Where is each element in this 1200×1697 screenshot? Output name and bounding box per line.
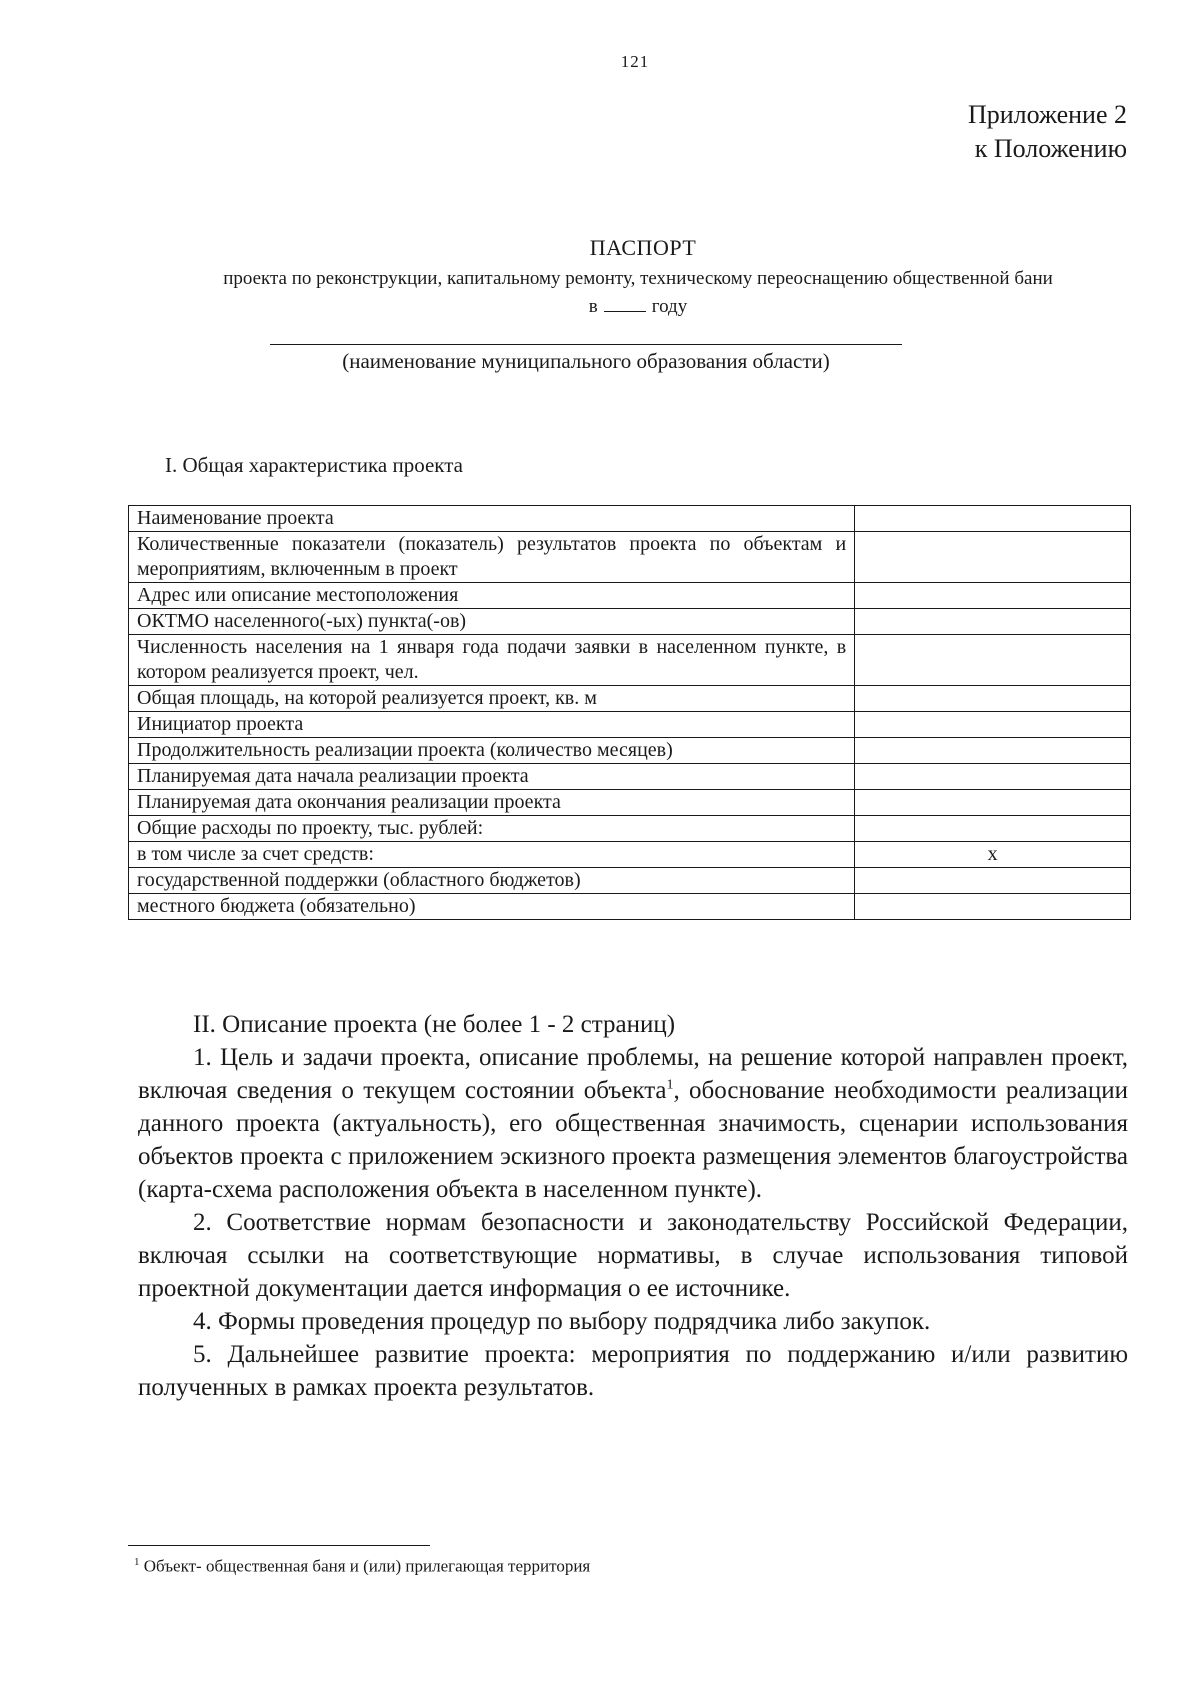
year-line-row — [130, 293, 1146, 321]
subtitle-text: проекта по реконструкции, капитальному ремонту, техническому переоснащению общественной бани — [223, 268, 1053, 289]
row-label: Численность населения на 1 января года подачи заявки в населенном пункте, в котором реализуется проект, чел. — [129, 635, 855, 686]
section-1-heading: I. Общая характеристика проекта — [165, 453, 463, 477]
document-title: ПАСПОРТ — [589, 235, 697, 260]
appendix-line-2: к Положению — [974, 134, 1127, 163]
table-row — [129, 816, 1131, 842]
row-label: Наименование проекта — [129, 506, 855, 532]
section-2-item-2: 2. Соответствие нормам безопасности и законодательству Российской Федерации, включая ссылки на соответствующие нормативы, в случае использования типовой проектной документации дается информация о ее источнике. — [138, 1209, 1128, 1302]
table-row — [129, 842, 1131, 868]
municipality-caption: (наименование муниципального образования области) — [342, 349, 830, 373]
row-label: Количественные показатели (показатель) результатов проекта по объектам и мероприятиям, включенным в проект — [129, 532, 855, 583]
row-value — [855, 686, 1131, 712]
table-row — [129, 712, 1131, 738]
row-value — [855, 532, 1131, 583]
row-label: Адрес или описание местоположения — [129, 583, 855, 609]
section-2 — [138, 1008, 1128, 1404]
row-label: в том числе за счет средств: — [129, 842, 855, 868]
row-label: государственной поддержки (областного бюджетов) — [129, 868, 855, 894]
year-suffix: году — [651, 296, 688, 317]
table-row — [129, 583, 1131, 609]
row-value — [855, 894, 1131, 920]
year-prefix: в — [588, 296, 598, 317]
row-value — [855, 635, 1131, 686]
row-value — [855, 868, 1131, 894]
row-value — [855, 609, 1131, 635]
appendix-line-1: Приложение 2 — [967, 100, 1127, 129]
row-label: Общие расходы по проекту, тыс. рублей: — [129, 816, 855, 842]
row-value — [855, 764, 1131, 790]
table-row — [129, 764, 1131, 790]
row-label: ОКТМО населенного(-ых) пункта(-ов) — [129, 609, 855, 635]
footnote — [134, 1556, 590, 1577]
row-label: Инициатор проекта — [129, 712, 855, 738]
footnote-text: Объект- общественная баня и (или) прилегающая территория — [143, 1556, 591, 1576]
row-value — [855, 712, 1131, 738]
row-label: Общая площадь, на которой реализуется проект, кв. м — [129, 686, 855, 712]
section-2-item-5: 5. Дальнейшее развитие проекта: мероприятия по поддержанию и/или развитию полученных в рамках проекта результатов. — [138, 1341, 1128, 1401]
table-row — [129, 609, 1131, 635]
year-blank-line — [604, 293, 646, 312]
row-value — [855, 506, 1131, 532]
row-value — [855, 738, 1131, 764]
table-row — [129, 532, 1131, 583]
appendix-label — [968, 98, 1127, 166]
row-label: Планируемая дата окончания реализации проекта — [129, 790, 855, 816]
table-row — [129, 894, 1131, 920]
footnote-mark: 1 — [134, 1556, 140, 1568]
table-row — [129, 635, 1131, 686]
section-2-item-1 — [138, 1041, 1128, 1206]
table-row — [129, 790, 1131, 816]
table-row — [129, 738, 1131, 764]
table-row — [129, 506, 1131, 532]
row-label: Планируемая дата начала реализации проекта — [129, 764, 855, 790]
row-value — [855, 583, 1131, 609]
row-value — [855, 816, 1131, 842]
item-1-text-start: 1. Цель и задачи проекта, описание проблемы, на решение которой направлен проект, включая сведения о текущем состоянии объекта — [138, 1044, 1128, 1104]
footnote-reference: 1 — [666, 1077, 674, 1093]
page-number: 121 — [620, 52, 650, 71]
row-value: х — [855, 842, 1131, 868]
table-row — [129, 686, 1131, 712]
row-label: местного бюджета (обязательно) — [129, 894, 855, 920]
row-label: Продолжительность реализации проекта (количество месяцев) — [129, 738, 855, 764]
section-2-item-4: 4. Формы проведения процедур по выбору подрядчика либо закупок. — [193, 1308, 931, 1335]
item-1-text-end: , обоснование необходимости реализации данного проекта (актуальность), его общественная значимость, сценарии использования объектов проекта с приложением эскизного проекта размещения элементов благоустройства (карта-схема расположения объекта в населенном пункте). — [138, 1077, 1128, 1203]
municipality-blank-line — [270, 344, 902, 345]
table-row — [129, 868, 1131, 894]
row-value — [855, 790, 1131, 816]
document-subtitle — [130, 265, 1146, 321]
project-characteristics-table — [128, 505, 1131, 920]
footnote-divider — [128, 1545, 430, 1546]
section-2-heading: II. Описание проекта (не более 1 - 2 страниц) — [193, 1011, 676, 1038]
